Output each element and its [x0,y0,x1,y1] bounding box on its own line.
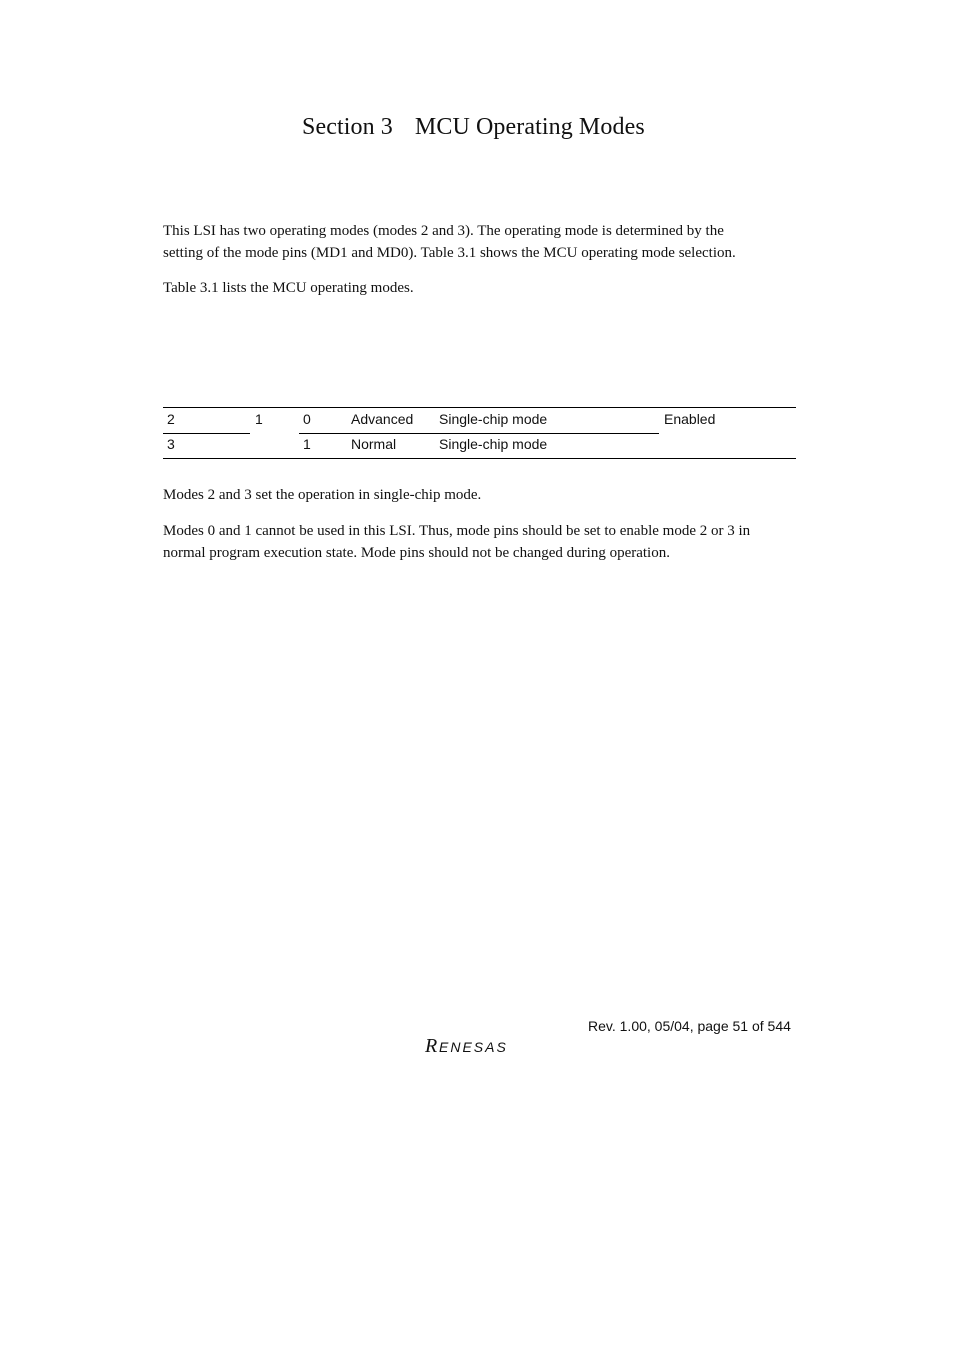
cell-rom: Enabled [664,411,716,427]
cell-cpu-mode: Advanced [351,411,414,427]
cell-cpu-mode: Normal [351,436,397,452]
intro-paragraph [163,221,803,264]
renesas-logo [423,1034,541,1061]
section-heading [302,114,645,141]
note-2-line-2: normal program execution state. Mode pins should not be changed during operation. [163,544,670,561]
table-reference-paragraph: Table 3.1 lists the MCU operating modes. [163,280,414,296]
section-title: MCU Operating Modes [414,114,645,140]
note-paragraph-1: Modes 2 and 3 set the operation in single-chip mode. [163,487,482,503]
note-paragraph-2 [163,521,803,564]
table-row [163,433,796,459]
cell-md0: 1 [303,436,311,452]
cell-mode: 2 [167,411,175,427]
cell-md0: 0 [303,411,311,427]
intro-line-2: setting of the mode pins (MD1 and MD0). Table 3.1 shows the MCU operating mode selection. [163,244,736,261]
logo-wordmark: ENESAS [439,1039,508,1055]
note-2-line-1: Modes 0 and 1 cannot be used in this LSI. Thus, mode pins should be set to enable mode 2 or 3 in [163,523,751,539]
intro-line-1: This LSI has two operating modes (modes 2 and 3). The operating mode is determined by the [163,223,724,239]
table-row [163,407,796,433]
cell-description: Single-chip mode [439,436,548,452]
renesas-logo-icon [423,1034,541,1056]
cell-md1: 1 [255,411,263,427]
cell-mode: 3 [167,436,175,452]
section-number: Section 3 [302,114,393,140]
page-footer-revision: Rev. 1.00, 05/04, page 51 of 544 [588,1018,791,1034]
operating-mode-table [163,407,796,459]
logo-initial: R [425,1035,438,1056]
cell-description: Single-chip mode [439,411,548,427]
